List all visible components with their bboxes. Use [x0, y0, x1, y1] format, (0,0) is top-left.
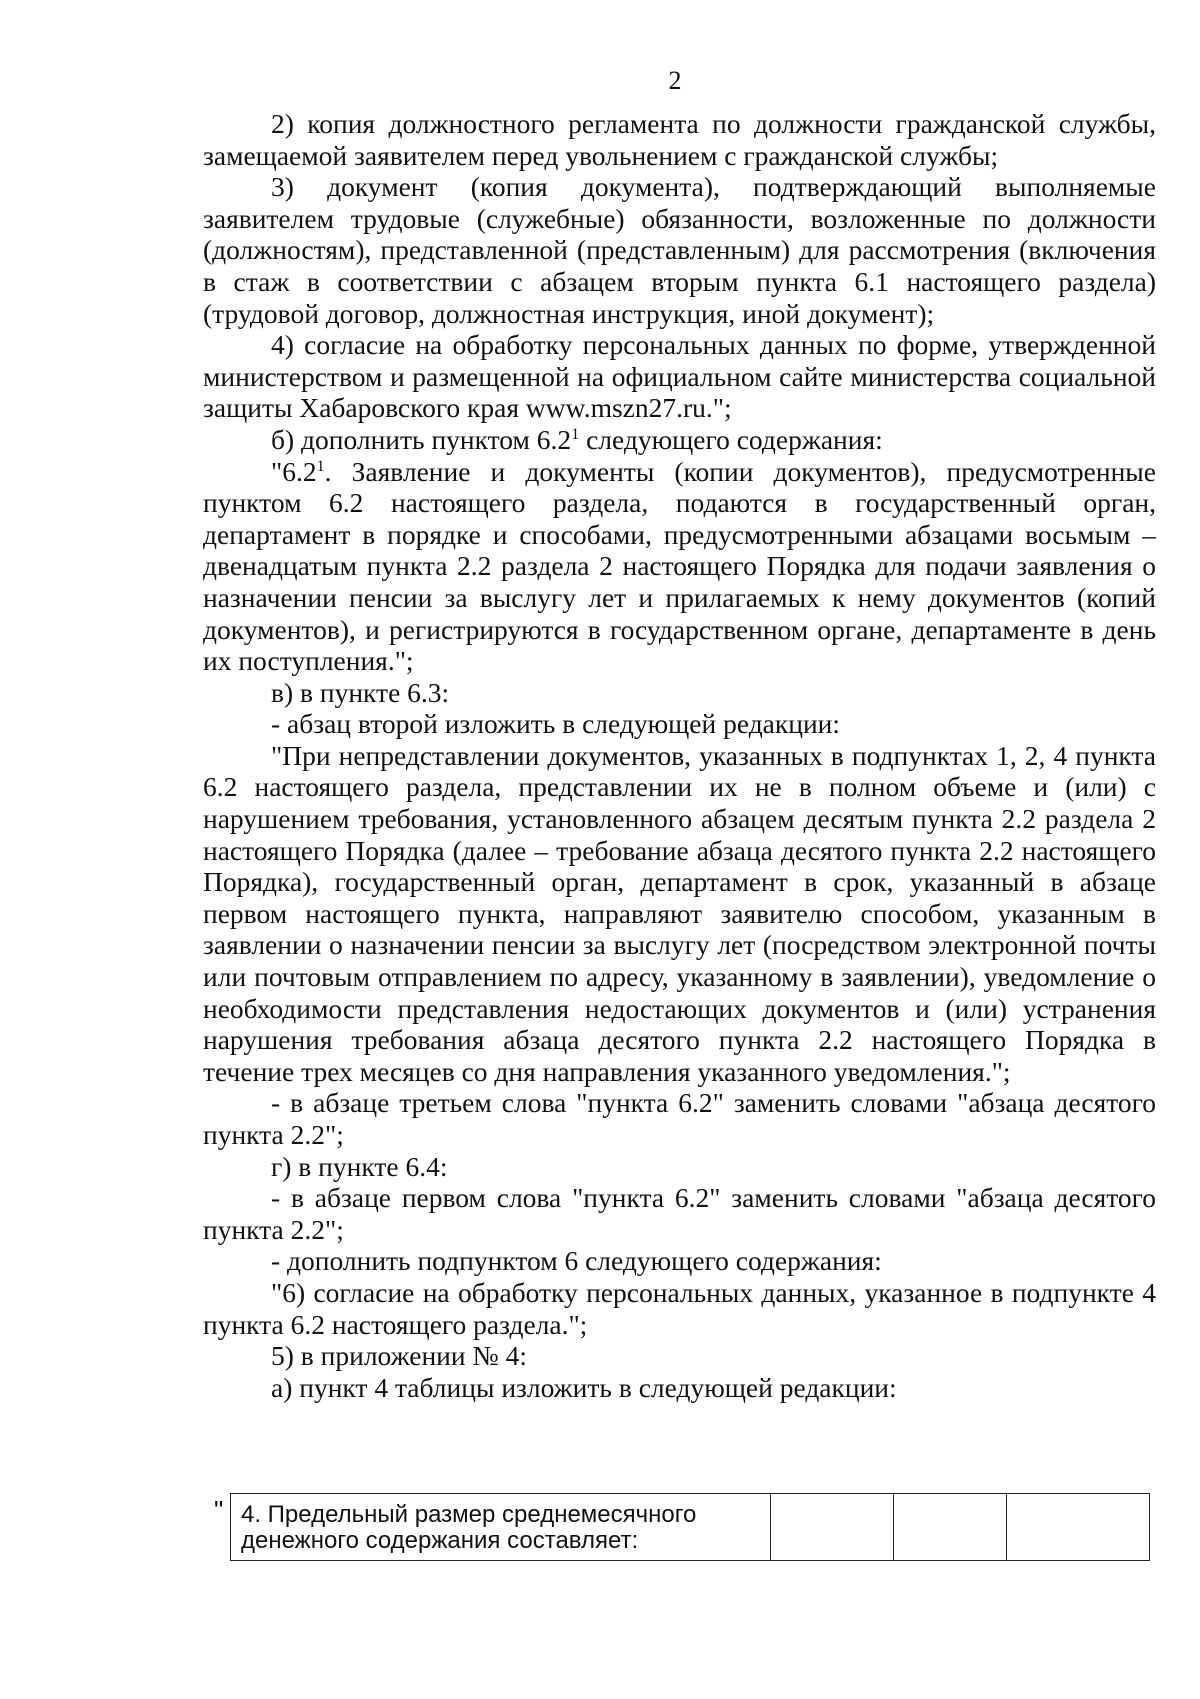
- document-body: [203, 108, 1156, 1403]
- paragraph-subitem-v: в) в пункте 6.3:: [271, 676, 450, 708]
- table-cell-label: 4. Предельный размер среднемесячного денежного содержания составляет:: [231, 1494, 771, 1561]
- paragraph-text: б) дополнить пунктом 6.2: [271, 423, 572, 455]
- paragraph-clause-6-2-1: [203, 456, 1156, 677]
- paragraph-item-4: 4) согласие на обработку персональных данных по форме, утвержденной министерством и размещенной на официальном сайте министерства социальной защиты Хабаровского края www.mszn27.ru.";: [203, 329, 1156, 424]
- paragraph-quoted-text: "При непредставлении документов, указанных в подпунктах 1, 2, 4 пункта 6.2 настоящего раздела, представлении их не в полном объеме и (или) с нарушением требования, установленного абзацем десятым пункта 2.2 раздела 2 настоящего Порядка (далее – требование абзаца десятого пункта 2.2 настоящего Порядка), государственный орган, департамент в срок, указанный в абзаце первом настоящего пункта, направляют заявителю способом, указанным в заявлении о назначении пенсии за выслугу лет (посредством электронной почты или почтовым отправлением по адресу, указанному в заявлении), уведомление о необходимости представления недостающих документов и (или) устранения нарушения требования абзаца десятого пункта 2.2 настоящего Порядка в течение трех месяцев со дня направления указанного уведомления.";: [203, 739, 1156, 1087]
- paragraph-text: . Заявление и документы (копии документов), предусмотренные пунктом 6.2 настоящего раздела, подаются в государственный орган, департамент в порядке и способами, предусмотренными абзацами восьмым – двенадцатым пункта 2.2 раздела 2 настоящего Порядка для подачи заявления о назначении пенсии за выслугу лет и прилагаемых к нему документов (копий документов), и регистрируются в государственном органе, департаменте в день их поступления.";: [203, 455, 1156, 677]
- paragraph-dash-item: - дополнить подпунктом 6 следующего содержания:: [271, 1245, 882, 1277]
- paragraph-text: "6.2: [271, 455, 317, 487]
- paragraph-item-5: 5) в приложении № 4:: [271, 1340, 527, 1372]
- paragraph-dash-item: - абзац второй изложить в следующей редакции:: [271, 708, 841, 740]
- table-cell: [1007, 1494, 1150, 1561]
- paragraph-dash-item: - в абзаце первом слова "пункта 6.2" заменить словами "абзаца десятого пункта 2.2";: [203, 1182, 1156, 1245]
- open-quote-mark: ": [214, 1495, 224, 1525]
- paragraph-subitem-b: [203, 424, 1156, 456]
- appendix-table-block: [203, 1493, 1156, 1565]
- superscript: 1: [316, 457, 325, 475]
- table-row: [231, 1494, 1150, 1561]
- paragraph-item-3: 3) документ (копия документа), подтверждающий выполняемые заявителем трудовые (служебные) обязанности, возложенные по должности (должностям), представленной (представленным) для рассмотрения (включения в стаж в соответствии с абзацем вторым пункта 6.1 настоящего раздела) (трудовой договор, должностная инструкция, иной документ);: [203, 171, 1156, 329]
- paragraph-dash-item: - в абзаце третьем слова "пункта 6.2" заменить словами "абзаца десятого пункта 2.2";: [203, 1087, 1156, 1150]
- appendix-table: [230, 1493, 1150, 1561]
- paragraph-item-2: 2) копия должностного регламента по должности гражданской службы, замещаемой заявителем перед увольнением с гражданской службы;: [203, 108, 1156, 171]
- table-cell: [771, 1494, 894, 1561]
- superscript: 1: [571, 425, 580, 443]
- paragraph-subitem-g: г) в пункте 6.4:: [271, 1150, 448, 1182]
- paragraph-subitem-a: а) пункт 4 таблицы изложить в следующей редакции:: [271, 1371, 897, 1403]
- paragraph-quoted-text: "6) согласие на обработку персональных данных, указанное в подпункте 4 пункта 6.2 настоящего раздела.";: [203, 1276, 1156, 1340]
- page-number: 2: [668, 66, 682, 95]
- table-cell: [894, 1494, 1007, 1561]
- paragraph-text: следующего содержания:: [579, 423, 883, 455]
